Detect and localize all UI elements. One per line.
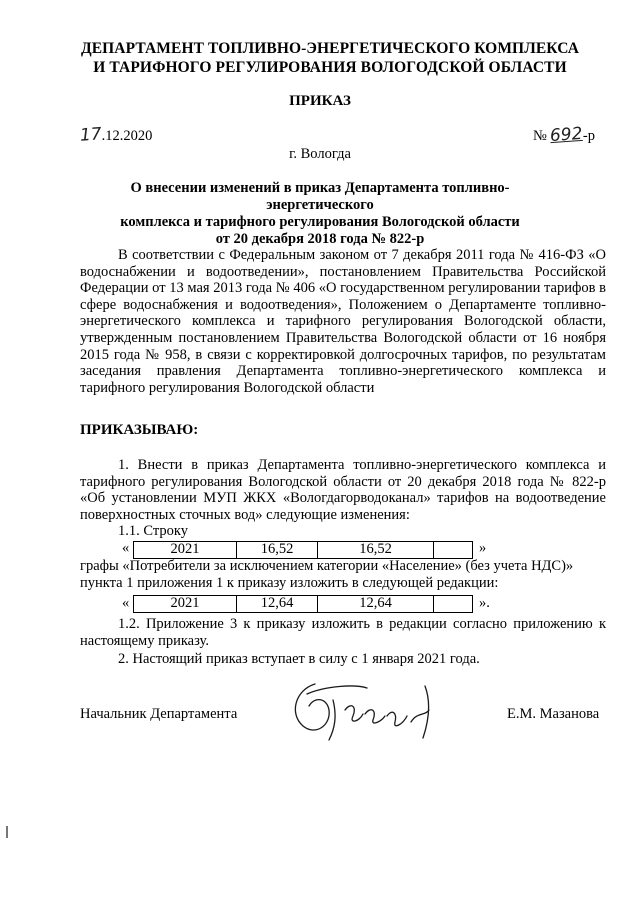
item-1-2-paragraph: 1.2. Приложение 3 к приказу изложить в редакции согласно приложению к настоящему приказу. (80, 616, 606, 649)
signatory-position: Начальник Департамента (80, 706, 238, 722)
scan-edge-mark (6, 826, 8, 838)
subject-line1: О внесении изменений в приказ Департамента топливно-энергетического (130, 180, 510, 213)
item-1-1-label: 1.1. Строку (118, 523, 188, 539)
middle-text-2: пункта 1 приложения 1 к приказу изложить в следующей редакции: (80, 575, 499, 591)
row-old-empty-cell (434, 542, 472, 558)
row-new-value-2: 12,64 (318, 596, 434, 612)
number-suffix: -р (582, 128, 596, 144)
row-new-close-quote: ». (479, 595, 490, 611)
subject-title (90, 180, 550, 248)
signatory-name: Е.М. Мазанова (507, 706, 600, 722)
handwritten-signature (285, 676, 455, 746)
row-old-table (133, 541, 473, 559)
subject-line2: комплекса и тарифного регулирования Вологодской области (120, 214, 520, 230)
document-type: ПРИКАЗ (289, 93, 351, 109)
department-name-line2: И ТАРИФНОГО РЕГУЛИРОВАНИЯ ВОЛОГОДСКОЙ ОБЛАСТИ (93, 59, 567, 76)
row-new-empty-cell (434, 596, 472, 612)
row-new-open-quote: « (122, 595, 130, 611)
row-new-year: 2021 (134, 596, 237, 612)
subject-line3: от 20 декабря 2018 года № 822-р (215, 231, 425, 247)
handwritten-number: 692 (549, 123, 584, 147)
row-new-value-1: 12,64 (237, 596, 318, 612)
row-old-year: 2021 (134, 542, 237, 558)
row-old-open-quote: « (122, 540, 130, 556)
document-number (533, 125, 595, 145)
middle-text-1: графы «Потребители за исключением категории «Население» (без учета НДС)» (80, 558, 574, 574)
handwritten-day: 17 (79, 124, 103, 146)
row-old-value-2: 16,52 (318, 542, 434, 558)
item-1-paragraph: 1. Внести в приказ Департамента топливно-энергетического комплекса и тарифного регулирования Вологодской области от 20 декабря 2018 года № 822-р «Об установлении МУП ЖКХ «Вологдагорводоканал» тарифов на водоотведение поверхностных сточных вод» следующие изменения: (80, 457, 606, 523)
order-word: ПРИКАЗЫВАЮ: (80, 422, 199, 438)
row-old-value-1: 16,52 (237, 542, 318, 558)
item-2-paragraph: 2. Настоящий приказ вступает в силу с 1 января 2021 года. (118, 651, 480, 667)
date-rest: .12.2020 (101, 128, 153, 144)
number-prefix: № (533, 128, 547, 144)
row-new-table (133, 595, 473, 613)
city: г. Вологда (289, 146, 351, 162)
preamble-paragraph: В соответствии с Федеральным законом от 7 декабря 2011 года № 416-ФЗ «О водоснабжении и водоотведении», постановлением Правительства Российской Федерации от 13 мая 2013 года № 406 «О государственном регулировании тарифов в сфере водоснабжения и водоотведения», Положением о Департаменте топливно-энергетического комплекса и тарифного регулирования Вологодской области, утвержденным постановлением Правительства Вологодской области от 16 ноября 2015 года № 958, в связи с корректировкой долгосрочных тарифов, по результатам заседания правления Департамента топливно-энергетического комплекса и тарифного регулирования Вологодской области (80, 247, 606, 396)
document-date (80, 125, 152, 145)
row-old-close-quote: » (479, 540, 487, 556)
department-name-line1: ДЕПАРТАМЕНТ ТОПЛИВНО-ЭНЕРГЕТИЧЕСКОГО КОМПЛЕКСА (80, 40, 580, 57)
